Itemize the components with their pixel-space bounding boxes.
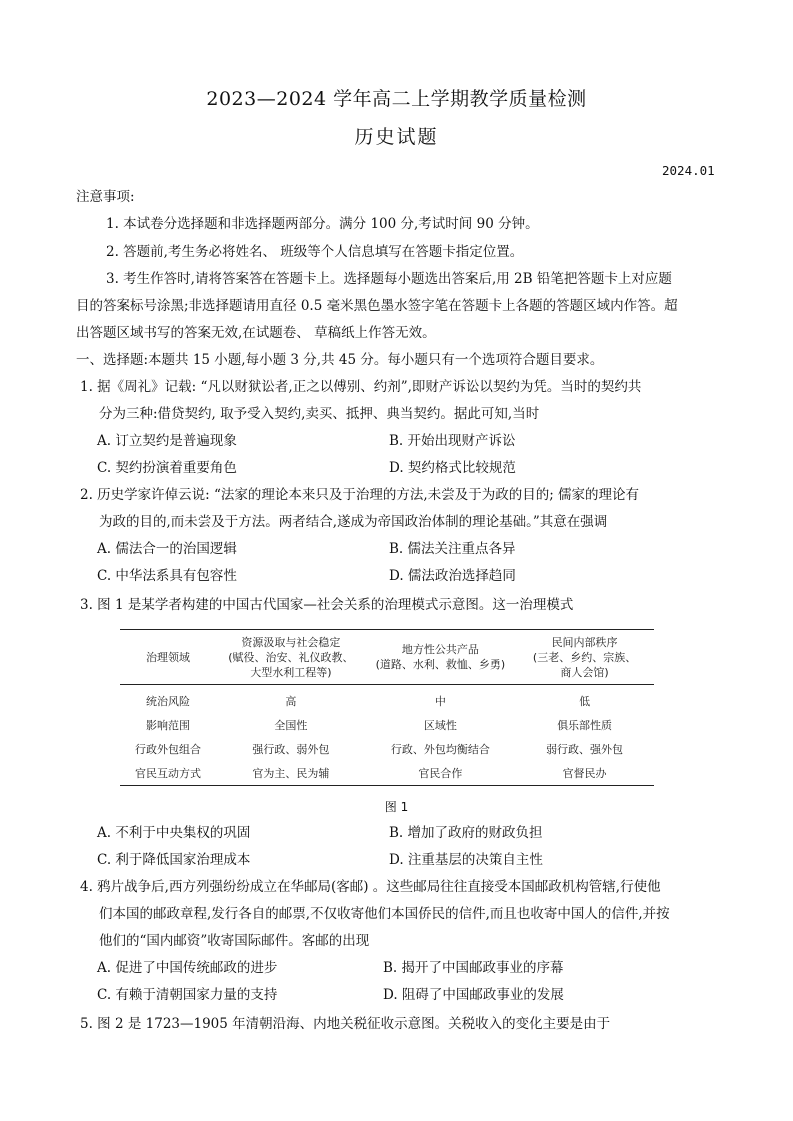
question-3-option-b: B. 增加了政府的财政负担 xyxy=(389,825,543,841)
notice-item-3: 3. 考生作答时,请将答案答在答题卡上。选择题每小题选出答案后,用 2B 铅笔把答题卡上对应题 xyxy=(106,271,672,287)
table-cell: 弱行政、强外包 xyxy=(546,743,624,756)
section-heading: 一、选择题:本题共 15 小题,每小题 3 分,共 45 分。每小题只有一个选项符合题目要求。 xyxy=(76,352,604,368)
question-1-stem: 1. 据《周礼》记载: “凡以财狱讼者,正之以傅别、约剂”,即财产诉讼以契约为凭。当时的契约共 xyxy=(80,379,642,395)
question-4-option-b: B. 揭开了中国邮政事业的序幕 xyxy=(383,960,564,976)
question-3-option-a: A. 不利于中央集权的巩固 xyxy=(97,825,251,841)
exam-title: 2023—2024 学年高二上学期教学质量检测 xyxy=(206,88,587,110)
question-4-stem-cont: 们本国的邮政章程,发行各自的邮票,不仅收寄他们本国侨民的信件,而且也收寄中国人的信件,并按 xyxy=(99,906,670,922)
table-cell: 行政外包组合 xyxy=(135,743,202,756)
question-1-stem-cont: 分为三种:借贷契约, 取予受入契约,卖买、抵押、典当契约。据此可知,当时 xyxy=(99,406,540,422)
question-2-option-a: A. 儒法合一的治国逻辑 xyxy=(97,541,237,557)
table-cell: 统治风险 xyxy=(146,695,191,708)
table-row xyxy=(120,761,654,786)
question-5-stem: 5. 图 2 是 1723—1905 年清朝沿海、内地关税征收示意图。关税收入的变化主要是由于 xyxy=(80,1016,611,1032)
question-4-option-c: C. 有赖于清朝国家力量的支持 xyxy=(97,987,278,1003)
question-1-option-d: D. 契约格式比较规范 xyxy=(389,460,516,476)
table-row xyxy=(120,685,654,714)
table-cell: 区域性 xyxy=(423,719,457,732)
table-cell: 中 xyxy=(434,695,446,708)
question-4-stem-cont2: 他们的“国内邮资”收寄国际邮件。客邮的出现 xyxy=(99,933,370,949)
question-3-option-d: D. 注重基层的决策自主性 xyxy=(389,852,543,868)
table-cell: 官督民办 xyxy=(515,761,654,786)
table-header-cell: 治理领域 xyxy=(120,630,216,685)
notice-item-3-cont: 目的答案标号涂黑;非选择题请用直径 0.5 毫米黑色墨水签字笔在答题卡上各题的答题区域内作答。超 xyxy=(76,298,678,314)
question-2-stem-cont: 为政的目的,而未尝及于方法。两者结合,遂成为帝国政治体制的理论基础。”其意在强调 xyxy=(99,514,608,530)
table-row xyxy=(120,713,654,737)
question-1-option-c: C. 契约扮演着重要角色 xyxy=(97,460,237,476)
notice-item-1: 1. 本试卷分选择题和非选择题两部分。满分 100 分,考试时间 90 分钟。 xyxy=(106,216,539,232)
question-2-option-d: D. 儒法政治选择趋同 xyxy=(389,568,516,584)
question-1-option-a: A. 订立契约是普遍现象 xyxy=(97,433,237,449)
table-header-cell: 民间内部秩序 (三老、乡约、宗族、 商人会馆) xyxy=(515,630,654,685)
table-cell: 官民合作 xyxy=(366,761,516,786)
exam-subject: 历史试题 xyxy=(354,126,439,148)
table-cell: 高 xyxy=(285,695,297,708)
table-cell: 俱乐部性质 xyxy=(557,719,613,732)
figure-1-caption: 图 1 xyxy=(384,800,409,814)
notice-item-2: 2. 答题前,考生务必将姓名、 班级等个人信息填写在答题卡指定位置。 xyxy=(106,244,524,260)
table-cell: 官民互动方式 xyxy=(120,761,216,786)
question-4-option-d: D. 阻碍了中国邮政事业的发展 xyxy=(383,987,564,1003)
table-cell: 影响范围 xyxy=(146,719,191,732)
question-3-option-c: C. 利于降低国家治理成本 xyxy=(97,852,251,868)
question-4-option-a: A. 促进了中国传统邮政的进步 xyxy=(97,960,278,976)
table-cell: 强行政、弱外包 xyxy=(252,743,330,756)
exam-date: 2024.01 xyxy=(662,163,715,178)
question-4-stem: 4. 鸦片战争后,西方列强纷纷成立在华邮局(客邮) 。这些邮局往往直接受本国邮政机构管辖,行使他 xyxy=(80,879,661,895)
notice-item-3-cont2: 出答题区域书写的答案无效,在试题卷、 草稿纸上作答无效。 xyxy=(76,325,436,341)
notice-heading: 注意事项: xyxy=(76,189,135,205)
table-cell: 全国性 xyxy=(274,719,308,732)
table-row xyxy=(120,737,654,761)
table-cell: 行政、外包均衡结合 xyxy=(390,743,490,756)
question-3-stem: 3. 图 1 是某学者构建的中国古代国家—社会关系的治理模式示意图。这一治理模式 xyxy=(80,597,574,613)
question-2-stem: 2. 历史学家许倬云说: “法家的理论本来只及于治理的方法,未尝及于为政的目的; 儒家的理论有 xyxy=(80,487,640,503)
table-cell: 低 xyxy=(579,695,591,708)
table-header-cell: 资源汲取与社会稳定 (赋役、治安、礼仪政教、 大型水利工程等) xyxy=(216,630,366,685)
governance-table xyxy=(120,629,654,786)
table-cell: 官为主、民为辅 xyxy=(216,761,366,786)
question-2-option-b: B. 儒法关注重点各异 xyxy=(389,541,516,557)
question-1-option-b: B. 开始出现财产诉讼 xyxy=(389,433,516,449)
table-header-cell: 地方性公共产品 (道路、水利、救恤、乡勇) xyxy=(366,630,516,685)
question-2-option-c: C. 中华法系具有包容性 xyxy=(97,568,237,584)
